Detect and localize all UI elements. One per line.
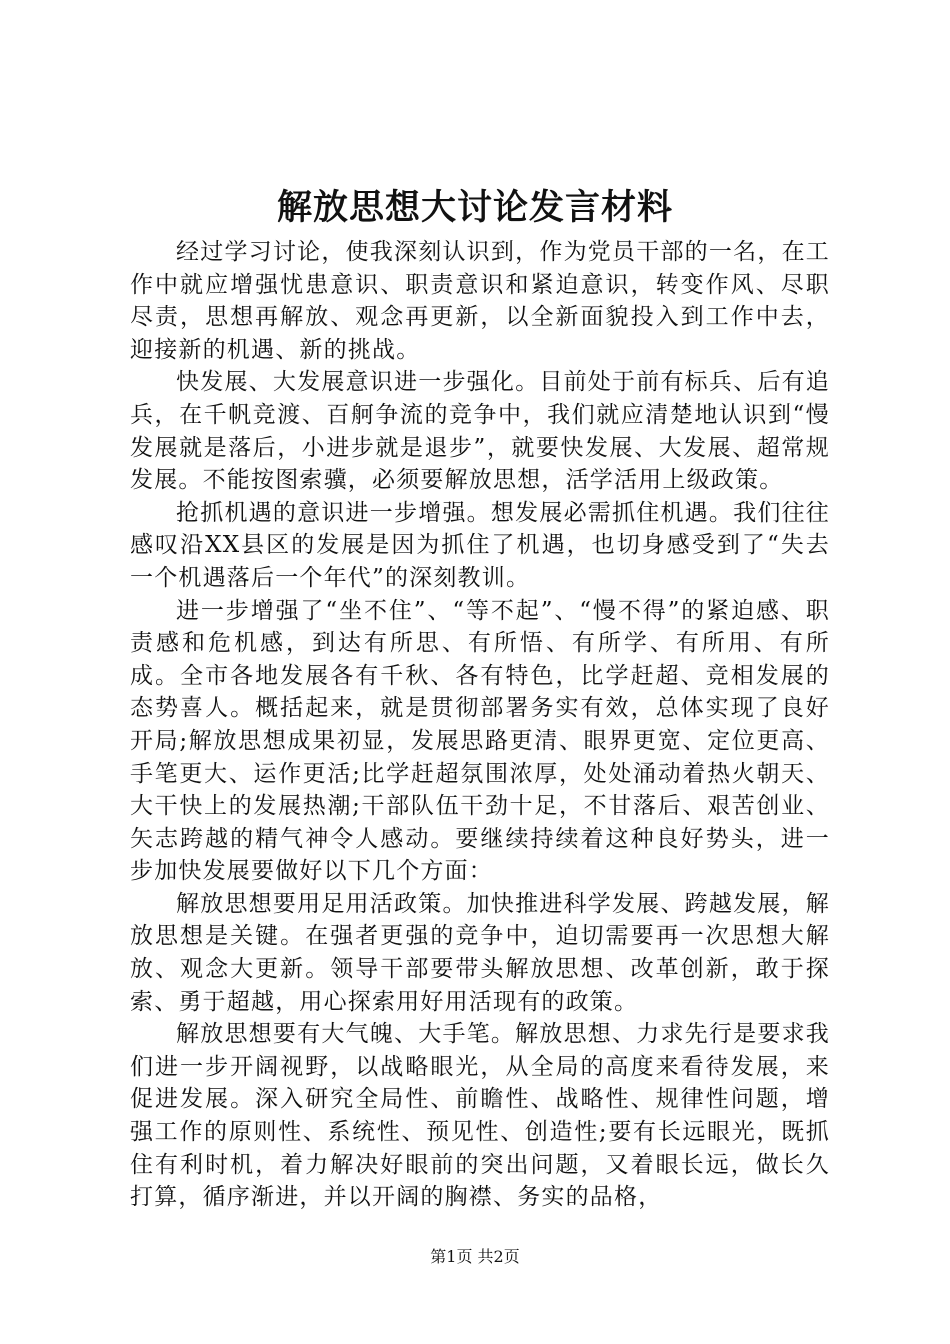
- paragraph-1: 经过学习讨论，使我深刻认识到，作为党员干部的一名，在工作中就应增强忧患意识、职责意识和紧迫意识，转变作风、尽职尽责，思想再解放、观念再更新，以全新面貌投入到工作中去，迎接新的机遇、新的挑战。: [130, 239, 830, 363]
- page-number-footer: 第1页 共2页: [430, 1247, 520, 1266]
- paragraph-4: 进一步增强了“坐不住”、“等不起”、“慢不得”的紧迫感、职责感和危机感，到达有所思、有所悟、有所学、有所用、有所成。全市各地发展各有千秋、各有特色，比学赶超、竞相发展的态势喜人。概括起来，就是贯彻部署务实有效，总体实现了良好开局;解放思想成果初显，发展思路更清、眼界更宽、定位更高、手笔更大、运作更活;比学赶超氛围浓厚，处处涌动着热火朝天、大干快上的发展热潮;干部队伍干劲十足，不甘落后、艰苦创业、矢志跨越的精气神令人感动。要继续持续着这种良好势头，进一步加快发展要做好以下几个方面：: [130, 597, 830, 885]
- document-title: 解放思想大讨论发言材料: [276, 187, 673, 228]
- paragraph-5: 解放思想要用足用活政策。加快推进科学发展、跨越发展，解放思想是关键。在强者更强的竞争中，迫切需要再一次思想大解放、观念大更新。领导干部要带头解放思想、改革创新，敢于探索、勇于超越，用心探索用好用活现有的政策。: [130, 890, 830, 1015]
- paragraph-2: 快发展、大发展意识进一步强化。目前处于前有标兵、后有追兵，在千帆竞渡、百舸争流的竞争中，我们就应清楚地认识到“慢发展就是落后，小进步就是退步”，就要快发展、大发展、超常规发展。不能按图索骥，必须要解放思想，活学活用上级政策。: [130, 369, 830, 494]
- paragraph-3: 抢抓机遇的意识进一步增强。想发展必需抓住机遇。我们往往感叹沿XX县区的发展是因为抓住了机遇，也切身感受到了“失去一个机遇落后一个年代”的深刻教训。: [130, 499, 830, 591]
- paragraph-6: 解放思想要有大气魄、大手笔。解放思想、力求先行是要求我们进一步开阔视野，以战略眼光，从全局的高度来看待发展，来促进发展。深入研究全局性、前瞻性、战略性、规律性问题，增强工作的原则性、系统性、预见性、创造性;要有长远眼光，既抓住有利时机，着力解决好眼前的突出问题，又着眼长远，做长久打算，循序渐进，并以开阔的胸襟、务实的品格，: [130, 1021, 830, 1211]
- document-body: [130, 236, 830, 1214]
